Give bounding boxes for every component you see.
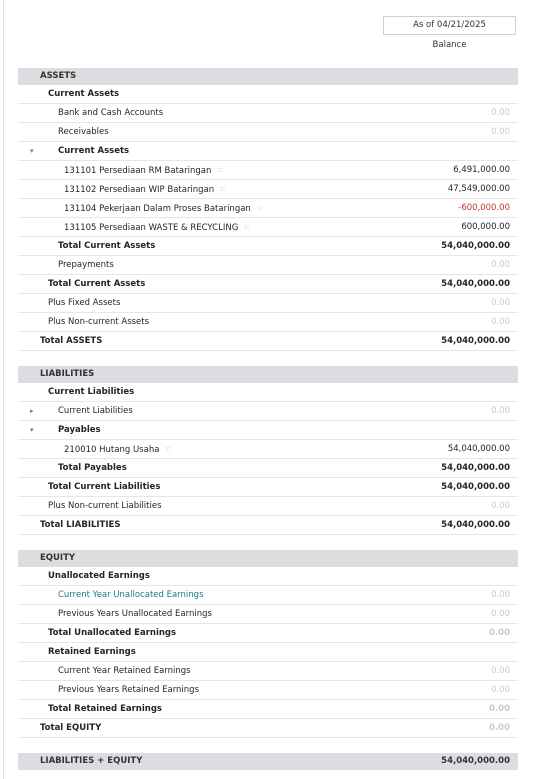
row-amount: 0.00 — [491, 317, 510, 327]
report-total-row — [18, 85, 518, 104]
report-total-row — [18, 643, 518, 662]
row-amount: 54,040,000.00 — [441, 482, 510, 492]
row-amount: 0.00 — [491, 609, 510, 619]
report-total-row — [18, 516, 518, 535]
row-amount: 54,040,000.00 — [447, 444, 510, 454]
report-line-row — [18, 586, 518, 605]
row-label: Plus Non-current Liabilities — [48, 501, 162, 511]
report-total-row — [18, 567, 518, 586]
row-label: Total Unallocated Earnings — [48, 628, 177, 638]
row-label: Total LIABILITIES — [40, 520, 121, 530]
report-total-row — [18, 332, 518, 351]
row-label: Plus Non-current Assets — [48, 317, 150, 327]
report-line-row — [18, 256, 518, 275]
row-label: Total ASSETS — [40, 336, 103, 346]
section-header — [18, 366, 518, 383]
row-label: 210010 Hutang Usaha ⁙ — [64, 445, 172, 455]
report-total-row — [18, 719, 518, 738]
row-label: Receivables — [58, 127, 109, 137]
report-line-row — [18, 104, 518, 123]
date-filter-header[interactable]: As of 04/21/2025 — [383, 16, 516, 35]
row-amount: 6,491,000.00 — [453, 165, 510, 175]
report-line-row — [18, 123, 518, 142]
row-amount: 0.00 — [491, 501, 510, 511]
row-label: LIABILITIES — [40, 369, 95, 379]
row-amount: 54,040,000.00 — [441, 241, 510, 251]
row-label: 131105 Persediaan WASTE & RECYCLING ⁙ — [64, 223, 250, 233]
row-amount: 54,040,000.00 — [441, 463, 510, 473]
report-total-row[interactable] — [18, 142, 518, 161]
report-line-row — [18, 440, 518, 459]
section-header — [18, 68, 518, 85]
row-label: Total Current Liabilities — [48, 482, 161, 492]
section-header — [18, 753, 518, 770]
section-header — [18, 550, 518, 567]
row-amount: 54,040,000.00 — [441, 520, 510, 530]
row-label: Bank and Cash Accounts — [58, 108, 164, 118]
row-options-icon[interactable]: ⁙ — [216, 166, 224, 175]
report-line-row — [18, 161, 518, 180]
report-line-row — [18, 199, 518, 218]
report-line-row — [18, 605, 518, 624]
row-amount: 0.00 — [491, 127, 510, 137]
row-label: Total Current Assets — [58, 241, 156, 251]
row-label: Payables — [58, 425, 101, 435]
row-amount: 54,040,000.00 — [441, 756, 510, 766]
row-label: Current Liabilities — [48, 387, 135, 397]
row-label: ASSETS — [40, 71, 77, 81]
report-total-row — [18, 383, 518, 402]
report-line-row — [18, 497, 518, 516]
row-amount: 0.00 — [489, 723, 510, 733]
row-amount: -600,000.00 — [458, 203, 510, 213]
row-amount: 0.00 — [489, 628, 510, 638]
row-amount: 0.00 — [491, 108, 510, 118]
section-spacer — [18, 351, 518, 366]
report-line-row — [18, 681, 518, 700]
row-label: Previous Years Retained Earnings — [58, 685, 200, 695]
report-total-row — [18, 237, 518, 256]
row-options-icon[interactable]: ⁙ — [164, 445, 172, 454]
caret-down-icon[interactable]: ▾ — [30, 147, 34, 155]
report-line-row — [18, 313, 518, 332]
row-amount: 0.00 — [489, 704, 510, 714]
caret-right-icon[interactable]: ▸ — [30, 407, 34, 415]
report-total-row — [18, 478, 518, 497]
row-label: Current Year Retained Earnings — [58, 666, 191, 676]
report-line-row — [18, 180, 518, 199]
row-label: Total Retained Earnings — [48, 704, 162, 714]
row-label: Current Liabilities — [58, 406, 133, 416]
row-label: EQUITY — [40, 553, 76, 563]
row-amount: 0.00 — [491, 590, 510, 600]
row-amount: 0.00 — [491, 685, 510, 695]
row-label: Retained Earnings — [48, 647, 136, 657]
report-line-row — [18, 662, 518, 681]
row-label: Plus Fixed Assets — [48, 298, 121, 308]
row-amount: 0.00 — [491, 406, 510, 416]
row-label[interactable]: Current Year Unallocated Earnings — [58, 590, 204, 600]
row-amount: 54,040,000.00 — [441, 279, 510, 289]
row-label: Current Assets — [48, 89, 120, 99]
row-options-icon[interactable]: ⁙ — [255, 204, 263, 213]
row-options-icon[interactable]: ⁙ — [219, 185, 226, 194]
row-amount: 0.00 — [491, 260, 510, 270]
report-total-row — [18, 275, 518, 294]
report-total-row — [18, 700, 518, 719]
row-amount: 47,549,000.00 — [447, 184, 510, 194]
report-line-row — [18, 294, 518, 313]
balance-column-header: Balance — [432, 40, 467, 50]
row-label: 131101 Persediaan RM Bataringan ⁙ — [64, 166, 224, 176]
row-options-icon[interactable]: ⁙ — [243, 223, 250, 232]
balance-sheet-table — [18, 68, 518, 770]
row-amount: 54,040,000.00 — [441, 336, 510, 346]
row-label: Current Assets — [58, 146, 130, 156]
row-amount: 0.00 — [491, 666, 510, 676]
row-label: 131104 Pekerjaan Dalam Proses Bataringan ⁙ — [64, 204, 263, 214]
report-total-row — [18, 459, 518, 478]
row-label: Total Current Assets — [48, 279, 146, 289]
row-label: 131102 Persediaan WIP Bataringan ⁙ — [64, 185, 226, 195]
section-spacer — [18, 535, 518, 550]
row-amount: 600,000.00 — [461, 222, 510, 232]
row-label: Prepayments — [58, 260, 114, 270]
page-left-border — [3, 0, 4, 779]
section-spacer — [18, 738, 518, 753]
row-label: Unallocated Earnings — [48, 571, 150, 581]
caret-down-icon[interactable]: ▾ — [30, 426, 34, 434]
report-line-row — [18, 218, 518, 237]
row-label: LIABILITIES + EQUITY — [40, 756, 143, 766]
row-label: Previous Years Unallocated Earnings — [58, 609, 212, 619]
report-total-row — [18, 624, 518, 643]
row-amount: 0.00 — [491, 298, 510, 308]
row-label: Total EQUITY — [40, 723, 102, 733]
report-total-row[interactable] — [18, 421, 518, 440]
row-label: Total Payables — [58, 463, 127, 473]
report-line-row[interactable] — [18, 402, 518, 421]
